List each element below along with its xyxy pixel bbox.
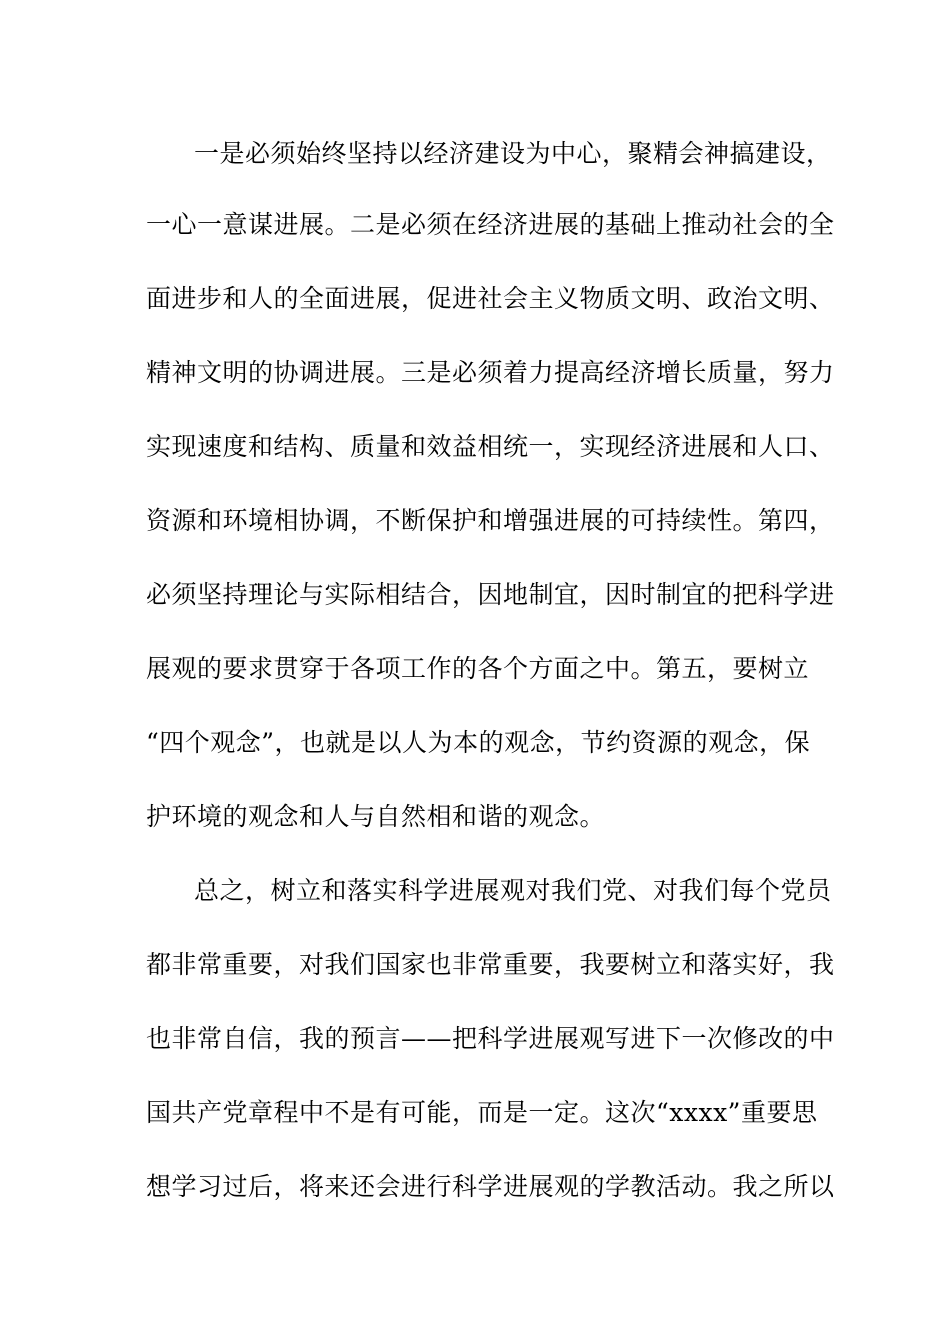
paragraph-2-line-4: 国共产党章程中不是有可能，而是一定。这次“xxxx”重要思 (146, 1098, 818, 1127)
paragraph-2-line-1: 总之，树立和落实科学进展观对我们党、对我们每个党员 (194, 876, 832, 905)
paragraph-2-line-2: 都非常重要，对我们国家也非常重要，我要树立和落实好，我 (146, 950, 835, 979)
paragraph-2-line-3: 也非常自信，我的预言——把科学进展观写进下一次修改的中 (146, 1024, 835, 1053)
paragraph-1-line-7: 必须坚持理论与实际相结合，因地制宜，因时制宜的把科学进 (146, 580, 835, 609)
paragraph-1-line-8: 展观的要求贯穿于各项工作的各个方面之中。第五，要树立 (146, 654, 810, 683)
paragraph-1-line-10: 护环境的观念和人与自然相和谐的观念。 (146, 802, 606, 831)
paragraph-1-line-1: 一是必须始终坚持以经济建设为中心，聚精会神搞建设， (194, 139, 832, 168)
paragraph-1-line-2: 一心一意谋进展。二是必须在经济进展的基础上推动社会的全 (146, 210, 835, 239)
paragraph-1-line-4: 精神文明的协调进展。三是必须着力提高经济增长质量，努力 (146, 358, 835, 387)
paragraph-1-line-9: “四个观念”，也就是以人为本的观念，节约资源的观念，保 (146, 728, 811, 757)
paragraph-1-line-3: 面进步和人的全面进展，促进社会主义物质文明、政治文明、 (146, 284, 835, 313)
paragraph-1-line-6: 资源和环境相协调，不断保护和增强进展的可持续性。第四， (146, 506, 835, 535)
paragraph-1-line-5: 实现速度和结构、质量和效益相统一，实现经济进展和人口、 (146, 432, 835, 461)
paragraph-2-line-5: 想学习过后，将来还会进行科学进展观的学教活动。我之所以 (146, 1172, 835, 1201)
